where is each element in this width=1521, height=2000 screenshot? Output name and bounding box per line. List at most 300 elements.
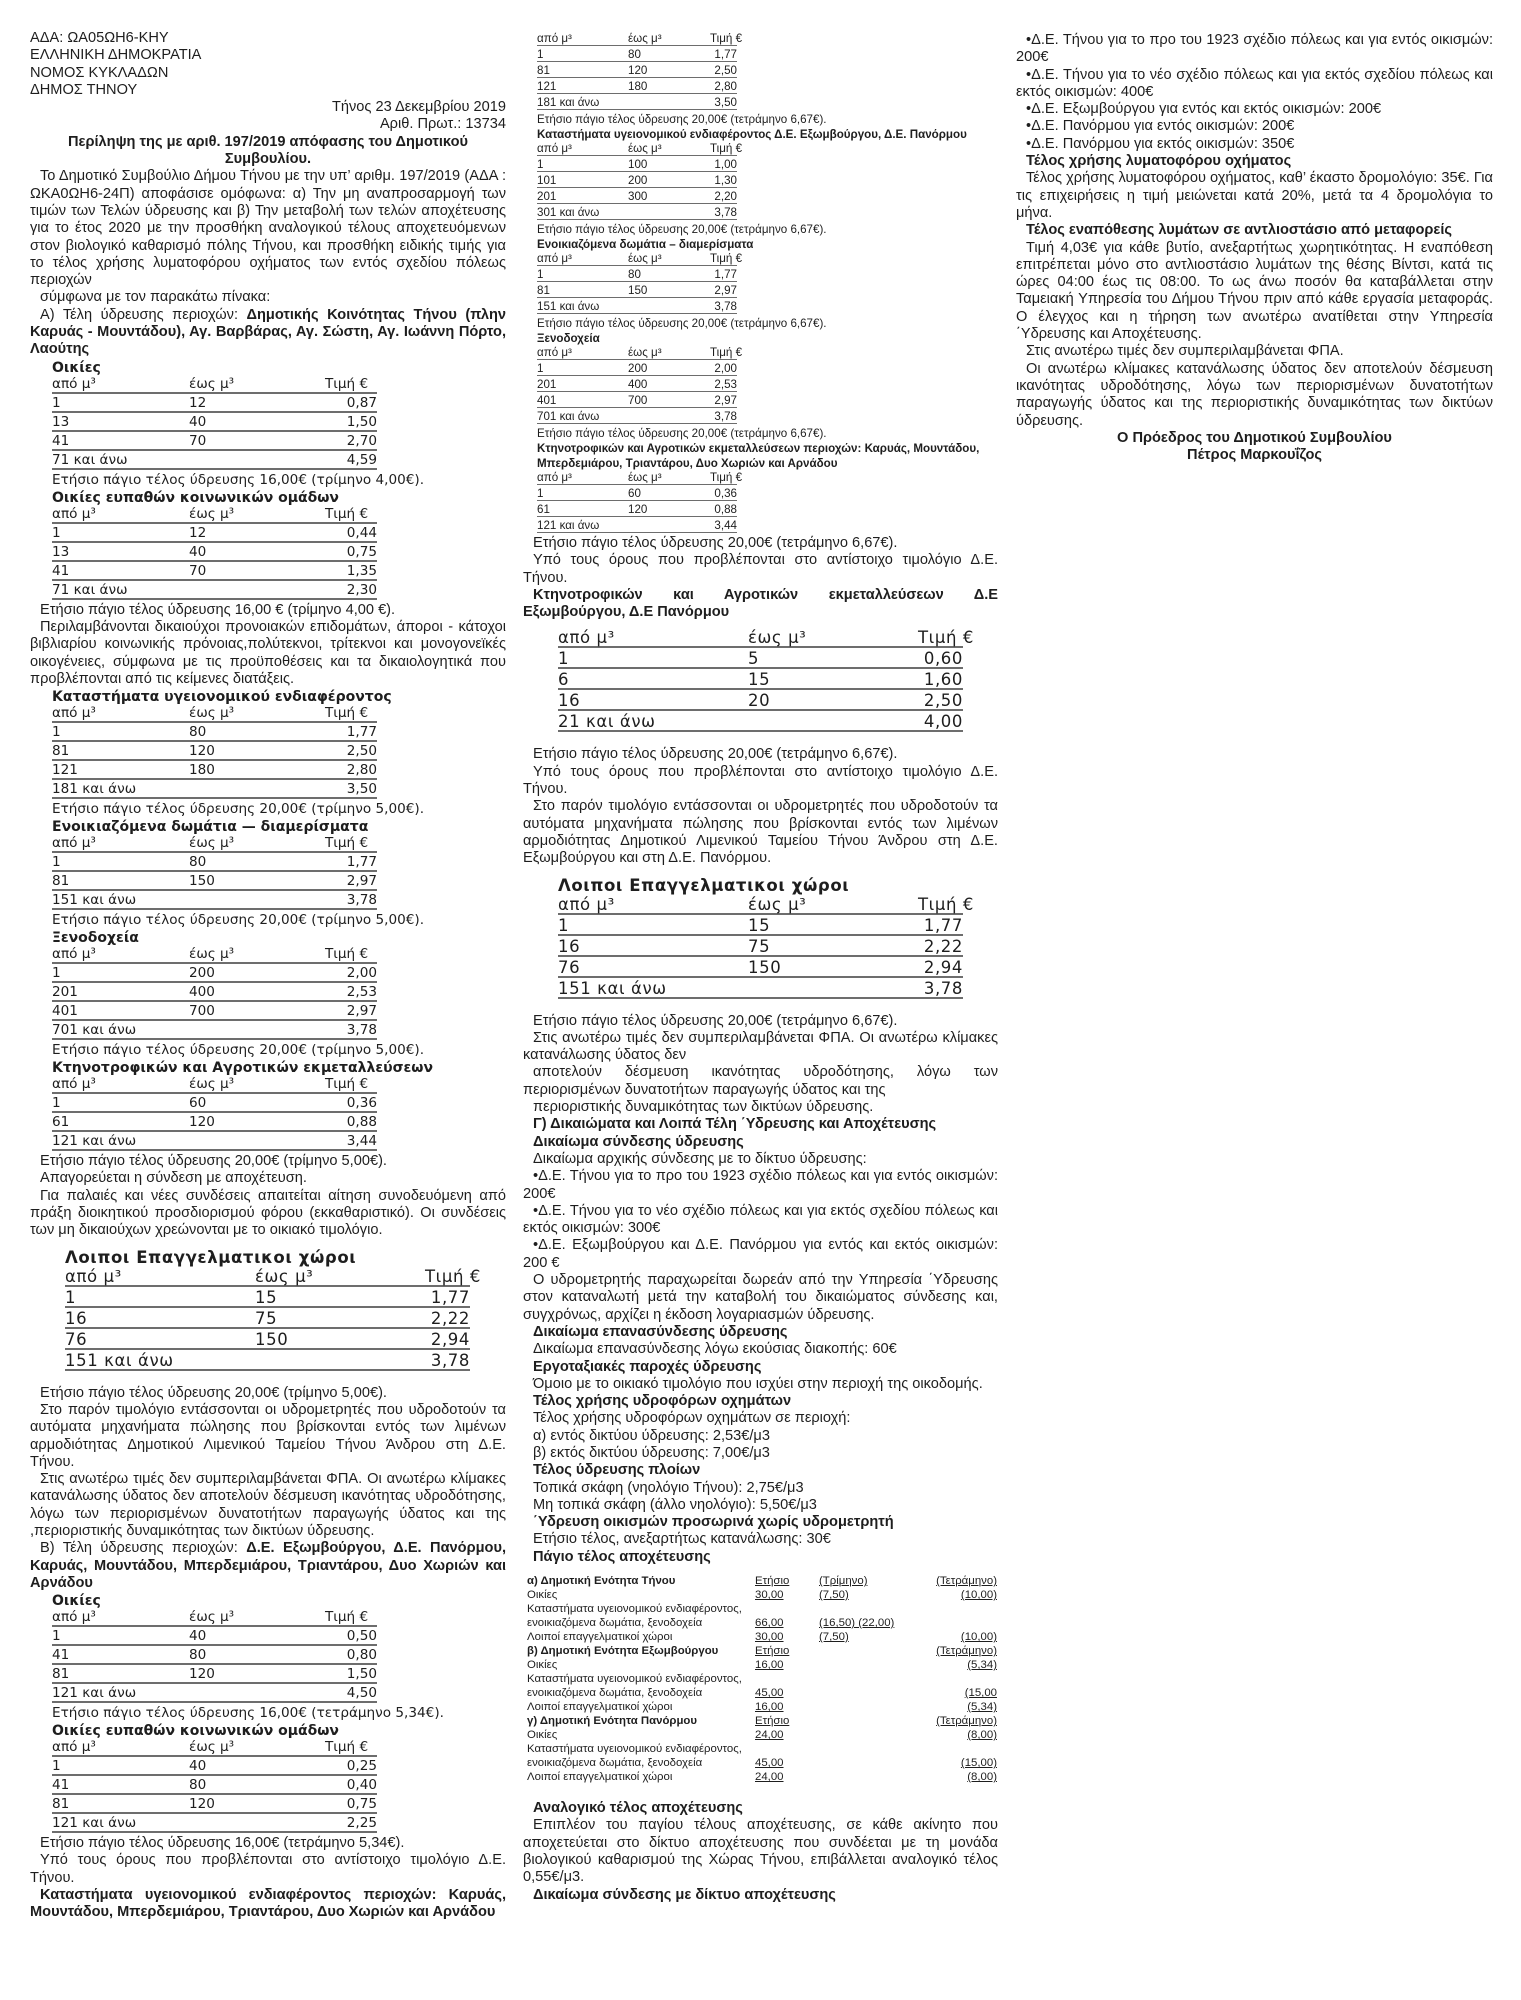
paragraph: •Δ.Ε. Τήνου για το νέο σχέδιο πόλεως και για εκτός σχεδίου πόλεως και εκτός οικισμών: 400€ [1016,66,1493,100]
table-cell: 2,50 [714,64,737,77]
table-title: Ενοικιαζόμενα δωμάτια – διαμερίσματα [537,238,754,251]
table-row [52,966,377,983]
fee-row [527,1742,997,1770]
table-cell: 120 [189,743,215,760]
column-header: από μ³ [537,32,572,45]
text-run: Β) Τέλη ύδρευσης περιοχών: [40,1540,247,1557]
paragraph: Επιπλέον του παγίου τέλους αποχέτευσης, σε κάθε ακίνητο που αποχετεύεται στο δίκτυο αποχέτευσης που συνδέεται με τη μονάδα βιολογικού καθαρισμού της Χώρας Τήνου, επιβάλλεται αναλογικό τέλος 0,55€/μ3. [523,1817,998,1886]
table-cell: 76 [65,1329,88,1349]
rate-table [558,875,974,999]
table-cell [255,1352,425,1369]
column-header: από μ³ [65,1266,122,1286]
fee-row [527,1700,997,1714]
paragraph: α) εντός δικτύου ύδρευσης: 2,53€/μ3 [533,1427,770,1444]
fee-row [527,1728,997,1742]
table-cell: 300 [628,190,648,203]
table-cell [189,1134,315,1149]
table-cell: 16 [558,936,581,956]
table-cell: 1 [52,394,61,411]
table-header-row [52,947,377,964]
table-title: Λοιποι Επαγγελματικοι χώροι [65,1247,357,1267]
table-cell: 3,44 [714,519,737,532]
table-cell: 1,60 [923,670,963,690]
column-header: από μ³ [558,894,615,914]
table-cell [189,1816,315,1831]
table-note: Ετήσιο πάγιο τέλος ύδρευσης 20,00€ (τετράμηνο 6,67€). [537,113,827,126]
table-cell: 120 [189,1796,215,1813]
table-cell: 201 [537,378,557,391]
table-row [558,917,963,936]
paragraph: Υπό τους όρους που προβλέπονται στο αντίστοιχο τιμολόγιο Δ.Ε. Τήνου. [523,552,998,586]
fee-section-title: α) Δημοτική Ενότητα Τήνου [527,1575,676,1588]
table-note: Ετήσιο πάγιο τέλος ύδρευσης 20,00€ (τετράμηνο 6,67€). [537,223,827,236]
table-title: Οικίες ευπαθών κοινωνικών ομάδων [52,1723,339,1740]
table-cell [189,893,315,908]
table-header-row [65,1266,481,1287]
column-header: έως μ³ [255,1266,314,1286]
table-header-row [52,1077,377,1094]
table-cell: 1,30 [714,174,737,187]
paragraph: •Δ.Ε. Τήνου για το προ του 1923 σχέδιο πόλεως και για εντός οικισμών: 200€ [1016,32,1493,66]
section-heading: Δικαίωμα σύνδεσης με δίκτυο αποχέτευσης [533,1886,836,1903]
paragraph [30,307,506,359]
section-heading: Κτηνοτροφικών και Αγροτικών εκμεταλλεύσεων Δ.Ε Εξωμβούργου, Δ.Ε Πανόρμου [523,586,998,621]
column-header: από μ³ [52,505,96,522]
table-row [52,415,377,432]
section-heading: Τέλος εναπόθεσης λυμάτων σε αντλιοστάσιο από μεταφορείς [1026,222,1452,239]
column-header: έως μ³ [189,835,235,852]
table-cell: 0,40 [346,1777,377,1794]
table-cell: 4,00 [923,712,963,732]
paragraph: Στις ανωτέρω τιμές δεν συμπεριλαμβάνεται ΦΠΑ. Οι ανωτέρω κλίμακες κατανάλωσης ύδατος δεν αποτελούν δέσμευση ικανότητας υδροδότησης, λόγω των περιορισμένων δυνατοτήτων παραγωγής ύδατος και της ,περιοριστικής δυναμικότητας των δικτύων ύδρευσης. [30,1471,506,1539]
column-header: έως μ³ [628,32,662,45]
table-cell: 70 [189,432,207,449]
table-cell [628,519,710,532]
section-heading: Εργοταξιακές παροχές ύδρευσης [533,1358,762,1375]
table-cell: 1 [52,1628,61,1645]
table-row [52,874,377,891]
table-cell: 1,35 [346,562,377,579]
table-row [52,453,377,470]
column-header: από μ³ [537,252,572,265]
table-cell: 2,25 [346,1815,377,1832]
rate-table [52,929,425,1059]
rate-table [537,127,967,237]
table-cell: 1 [537,158,544,171]
table-cell: 121 και άνω [52,1133,137,1150]
column-header: Τιμή € [918,894,974,914]
table-cell: 401 [537,394,557,407]
table-cell: 150 [748,957,782,977]
table-row [52,1115,377,1132]
table-title: Καταστήματα υγειονομικού ενδιαφέροντος Δ.Ε. Εξωμβούργου, Δ.Ε. Πανόρμου [537,128,967,141]
table-cell: 1 [52,1095,61,1112]
paragraph: Τέλος χρήσης λυματοφόρου οχήματος, καθ’ έκαστο δρομολόγιο: 35€. Για τις επιχειρήσεις η τιμή μειώνεται κατά 20%, μετά τα 4 δρομολόγια το μήνα. [1016,170,1493,221]
table-cell: 5 [748,649,760,669]
table-title: Λοιποι Επαγγελματικοι χώροι [558,875,850,895]
fee-label: Οικίες [527,1659,558,1672]
table-cell: 0,75 [346,543,377,560]
paragraph: Στο παρόν τιμολόγιο εντάσσονται οι υδρομετρητές που υδροδοτούν τα αυτόματα μηχανήματα πώλησης που βρίσκονται εντός των λιμένων αρμοδιότητας Δημοτικού Λιμενικού Ταμείου Τήνου Άνδρου στη Δ.Ε. Τήνου. [30,1401,506,1470]
fee-value: (5,34) [967,1701,997,1714]
table-cell: 16 [558,691,581,711]
table-cell: 40 [189,1628,207,1645]
column-header: έως μ³ [189,1609,235,1626]
table-row [52,1667,377,1684]
table-cell [628,96,710,109]
paragraph: Ετήσιο πάγιο τέλος ύδρευσης 20,00€ (τετράμηνο 6,67€). [533,1012,898,1029]
section-heading: Δικαίωμα σύνδεσης ύδρευσης [533,1133,744,1150]
fee-value: 66,00 [755,1617,784,1630]
table-cell: 2,53 [346,984,377,1001]
table-cell: 80 [628,48,641,61]
paragraph: Τέλος χρήσης υδροφόρων οχημάτων σε περιοχή: [533,1410,851,1427]
table-row [537,80,737,94]
table-row [52,526,377,543]
table-cell: 2,22 [923,936,963,956]
fee-value: (10,00) [960,1589,997,1602]
paragraph: Στις ανωτέρω τιμές δεν συμπεριλαμβάνεται ΦΠΑ. [1026,343,1344,360]
table-cell: 0,25 [346,1758,377,1775]
table-title: Καταστήματα υγειονομικού ενδιαφέροντος [52,689,392,706]
table-cell [748,713,918,730]
table-cell: 80 [189,1777,207,1794]
column-header: έως μ³ [189,1076,235,1093]
table-cell: 100 [628,158,648,171]
table-cell: 40 [189,543,207,560]
paragraph: αποτελούν δέσμευση ικανότητας υδροδότησης, λόγω των περιορισμένων δυνατοτήτων παραγωγής ύδατος και της [523,1064,998,1098]
table-cell: 81 [52,1796,70,1813]
table-cell: 1 [537,268,544,281]
fee-column-header: (Τρίμηνο) [819,1575,868,1588]
table-row [65,1289,470,1308]
table-cell: 181 και άνω [52,781,137,798]
fee-section-header [527,1574,997,1588]
table-row [558,938,963,957]
table-title: Οικίες [52,1593,101,1610]
table-row [52,1096,377,1113]
table-cell: 0,80 [346,1647,377,1664]
table-cell: 76 [558,957,581,977]
table-cell: 12 [189,524,207,541]
paragraph: •Δ.Ε. Πανόρμου για εκτός οικισμών: 350€ [1026,135,1295,152]
fee-value: (16,50) (22,00) [819,1617,895,1630]
rate-table [52,818,425,929]
table-cell: 0,88 [714,503,737,516]
table-cell: 151 και άνω [558,978,667,998]
table-cell: 2,50 [923,691,963,711]
table-cell: 201 [52,984,78,1001]
table-note: Ετήσιο πάγιο τέλος ύδρευσης 20,00€ (τετράμηνο 6,67€). [537,427,827,440]
paragraph: Ετήσιο πάγιο τέλος ύδρευσης 20,00€ (τετράμηνο 6,67€). [533,746,898,763]
letterhead-line: ΑΔΑ: ΩΑ05ΩΗ6-ΚΗΥ [30,30,169,46]
table-cell [189,782,315,797]
table-row [558,713,963,732]
fee-label: Λοιποί επαγγελματικοί χώροι [527,1771,673,1784]
table-row [52,744,377,761]
table-note: Ετήσιο πάγιο τέλος ύδρευσης 16,00€ (τρίμηνο 4,00€). [52,471,425,488]
text-run: Δ.Ε. Εξωμβούργου, Δ.Ε. Πανόρμου, Καρυάς, Μουντάδου, Μπερδεμιάρου, Τριαντάρου, Δυο Χωριών και Αρνάδου [30,1540,506,1591]
table-cell: 151 και άνω [537,300,600,313]
table-cell: 180 [189,762,215,779]
table-cell: 120 [189,1114,215,1131]
table-header-row [52,377,377,394]
table-row [52,782,377,799]
table-cell: 41 [52,562,70,579]
table-cell: 13 [52,413,70,430]
paragraph: •Δ.Ε. Εξωμβούργου για εντός και εκτός οικισμών: 200€ [1026,101,1382,118]
table-cell: 13 [52,543,70,560]
fee-value: (7,50) [819,1631,849,1644]
paragraph: •Δ.Ε. Πανόρμου για εντός οικισμών: 200€ [1026,118,1295,135]
paragraph: Ετήσιο πάγιο τέλος ύδρευσης 20,00€ (τρίμηνο 5,00€). [40,1153,387,1170]
table-cell: 3,78 [346,892,377,909]
rate-table [537,237,827,331]
table-cell: 101 [537,174,557,187]
table-cell: 41 [52,1777,70,1794]
table-cell: 1 [52,524,61,541]
fee-value: 30,00 [755,1631,784,1644]
column-header: Τιμή € [325,375,369,392]
rate-table [52,1722,377,1833]
column-header: έως μ³ [628,471,662,484]
paragraph: Ετήσιο πάγιο τέλος ύδρευσης 16,00 € (τρίμηνο 4,00 €). [40,601,396,618]
column-header: Τιμή € [710,471,743,484]
section-heading: Τέλος χρήσης λυματοφόρου οχήματος [1026,153,1292,170]
paragraph: Όμοιο με το οικιακό τιμολόγιο που ισχύει στην περιοχή της οικοδομής. [533,1375,983,1392]
table-row [52,396,377,413]
table-cell: 75 [748,936,771,956]
table-cell: 200 [189,965,215,982]
table-cell: 60 [189,1095,207,1112]
letterhead-line: ΝΟΜΟΣ ΚΥΚΛΑΔΩΝ [30,64,169,81]
table-cell: 40 [189,413,207,430]
table-note: Ετήσιο πάγιο τέλος ύδρευσης 16,00€ (τετράμηνο 5,34€). [52,1705,444,1722]
table-cell: 81 [52,873,70,890]
table-note: Ετήσιο πάγιο τέλος ύδρευσης 20,00€ (τρίμηνο 5,00€). [52,912,425,929]
column-3 [1016,32,1493,464]
column-header: έως μ³ [748,894,807,914]
table-cell: 4,59 [346,451,377,468]
fee-row [527,1770,997,1784]
fee-value: (10,00) [960,1631,997,1644]
fee-value: (7,50) [819,1589,849,1602]
table-header-row [52,836,377,853]
table-cell: 1 [537,487,544,500]
paragraph: •Δ.Ε. Εξωμβούργου και Δ.Ε. Πανόρμου για εντός και εκτός οικισμών: 200 € [523,1237,998,1271]
table-header-row [537,346,743,360]
section-heading: Αναλογικό τέλος αποχέτευσης [533,1800,743,1817]
table-cell: 120 [628,503,648,516]
table-cell: 81 [52,1666,70,1683]
table-row [537,268,737,282]
table-row [558,959,963,978]
rate-table [52,688,425,818]
table-cell [189,1023,315,1038]
fee-value: (8,00) [967,1729,997,1742]
table-cell: 121 και άνω [52,1685,137,1702]
column-header: έως μ³ [628,142,662,155]
table-cell [189,1686,315,1701]
table-note: Ετήσιο πάγιο τέλος ύδρευσης 20,00€ (τρίμηνο 5,00€). [52,1042,425,1059]
table-cell: 80 [189,854,207,871]
column-header: από μ³ [52,375,96,392]
table-row [537,284,737,298]
table-cell: 120 [628,64,648,77]
table-row [52,1816,377,1833]
section-heading: Πάγιο τέλος αποχέτευσης [533,1548,711,1565]
table-cell: 1 [52,1758,61,1775]
table-cell: 401 [52,1003,78,1020]
column-header: Τιμή € [325,946,369,963]
table-cell: 700 [189,1003,215,1020]
column-header: Τιμή € [325,505,369,522]
letterhead-line: ΕΛΛΗΝΙΚΗ ΔΗΜΟΚΡΑΤΙΑ [30,47,202,64]
paragraph: σύμφωνα με τον παρακάτω πίνακα: [40,289,271,306]
table-row [52,1648,377,1665]
table-cell: 1 [558,915,570,935]
table-cell: 81 [537,284,550,297]
column-header: έως μ³ [189,375,235,392]
column-header: από μ³ [537,142,572,155]
table-cell [628,410,710,423]
table-row [537,487,737,501]
column-header: έως μ³ [628,346,662,359]
fee-column-header: (Τετράμηνο) [936,1645,997,1658]
table-row [52,893,377,910]
column-header: έως μ³ [189,1739,235,1756]
fee-value: 45,00 [755,1757,784,1770]
table-header-row [52,1610,377,1627]
table-row [52,1134,377,1151]
fee-value: 24,00 [755,1771,784,1784]
table-row [52,434,377,451]
table-row [65,1331,470,1350]
table-row [537,48,737,62]
text-run: Δημοτικής Κοινότητας Τήνου (πλην Καρυάς - Μουντάδου), Αγ. Βαρβάρας, Αγ. Σώστη, Αγ. Ιωάννη Πόρτο, Λαούτης [30,306,506,358]
table-header-row [52,706,377,723]
table-cell: 1,50 [346,1666,377,1683]
paragraph: •Δ.Ε. Τήνου για το προ του 1923 σχέδιο πόλεως και για εντός οικισμών: 200€ [523,1168,998,1202]
column-header: Τιμή € [710,142,743,155]
column-header: από μ³ [52,835,96,852]
table-cell: 81 [52,743,70,760]
table-cell: 3,78 [346,1022,377,1039]
table-cell: 150 [189,873,215,890]
fee-value: 16,00 [755,1659,784,1672]
table-header-row [537,142,743,156]
fee-row [527,1588,997,1602]
table-header-row [558,894,974,915]
column-1 [30,30,506,1922]
column-header: Τιμή € [325,1739,369,1756]
table-cell: 1,77 [346,854,377,871]
fee-row [527,1630,997,1644]
fee-label: Οικίες [527,1589,558,1602]
fee-column-header: (Τετράμηνο) [936,1575,997,1588]
column-header: από μ³ [52,705,96,722]
table-cell: 700 [628,394,648,407]
table-cell: 151 και άνω [65,1350,174,1370]
table-cell: 2,94 [430,1329,470,1349]
column-header: Τιμή € [325,835,369,852]
table-cell: 201 [537,190,557,203]
fee-column-header: Ετήσιο [755,1645,790,1658]
table-cell: 80 [189,724,207,741]
table-cell: 2,00 [714,362,737,375]
paragraph: Τιμή 4,03€ για κάθε βυτίο, ανεξαρτήτως χωρητικότητας. Η εναπόθεση επιτρέπεται μόνο στο αντλιοστάσιο λυμάτων της θέσης Βίντσι, κατά τις ώρες 04:00 έως τις 08:00. Το ως άνω ποσόν θα καταβάλλεται στην Ταμειακή Υπηρεσία του Δήμου Τήνου πριν από κάθε εργασία μεταφοράς. Ο έλεγχος και η τήρηση των ανωτέρω ανατίθεται στην Υπηρεσία ΄Υδρευσης και Αποχέτευσης. [1016,239,1493,343]
table-cell: 150 [628,284,648,297]
column-header: έως μ³ [748,628,807,648]
table-row [52,583,377,600]
paragraph: Υπό τους όρους που προβλέπονται στο αντίστοιχο τιμολόγιο Δ.Ε. Τήνου. [523,763,998,798]
column-header: έως μ³ [189,705,235,722]
table-cell: 1,77 [346,724,377,741]
column-header: Τιμή € [325,1076,369,1093]
column-2 [523,32,998,1904]
table-row [52,1778,377,1795]
table-cell: 400 [628,378,648,391]
table-cell: 4,50 [346,1685,377,1702]
table-cell: 3,78 [714,206,737,219]
table-cell: 2,30 [346,581,377,598]
table-cell: 3,44 [346,1133,377,1150]
paragraph: Οι ανωτέρω κλίμακες κατανάλωσης ύδατος δεν αποτελούν δέσμευση ικανότητας υδροδότησης, λόγω των περιορισμένων δυνατοτήτων παραγωγής ύδατος και της περιοριστικής δυναμικότητας των δικτύων ύδρευσης. [1016,360,1493,429]
table-cell: 0,60 [923,649,963,669]
table-cell: 200 [628,362,648,375]
paragraph: Ετήσιο πάγιο τέλος ύδρευσης 20,00€ (τετράμηνο 6,67€). [533,535,898,551]
document-title: Περίληψη της με αριθ. 197/2019 απόφασης του Δημοτικού Συμβουλίου. [67,133,468,168]
table-cell: 70 [189,562,207,579]
column-header: από μ³ [52,1609,96,1626]
table-cell [628,206,710,219]
table-cell: 41 [52,432,70,449]
table-cell: 2,97 [714,394,737,407]
table-cell: 80 [189,1647,207,1664]
table-cell: 1 [52,724,61,741]
table-title: Οικίες ευπαθών κοινωνικών ομάδων [52,489,339,506]
fee-column-header: Ετήσιο [755,1715,790,1728]
table-cell: 0,88 [346,1114,377,1131]
sewerage-fee-table [527,1574,997,1784]
paragraph: Υπό τους όρους που προβλέπονται στο αντίστοιχο τιμολόγιο Δ.Ε. Τήνου. [30,1852,506,1886]
table-row [52,564,377,581]
table-row [537,190,737,204]
table-cell: 3,50 [346,781,377,798]
table-cell: 150 [255,1329,289,1349]
column-header: από μ³ [537,471,572,484]
table-cell: 1 [65,1287,77,1307]
rate-table [52,359,425,489]
rate-table [65,1247,481,1371]
rate-table [52,1059,433,1151]
table-cell: 6 [558,670,570,690]
fee-label: Καταστήματα υγειονομικού ενδιαφέροντος, ενοικιαζόμενα δωμάτια, ξενοδοχεία [527,1673,742,1700]
table-row [537,64,737,78]
table-cell: 200 [628,174,648,187]
column-header: Τιμή € [325,1609,369,1626]
section-heading: Πέτρος Μαρκουΐζος [1187,447,1322,464]
table-cell: 1,77 [714,268,737,281]
table-cell: 2,97 [346,873,377,890]
table-cell [748,980,918,997]
rate-table [558,628,974,732]
fee-label: Λοιποί επαγγελματικοί χώροι [527,1631,673,1644]
table-cell: 121 και άνω [52,1815,137,1832]
fee-value: 30,00 [755,1589,784,1602]
fee-value: (5,34) [967,1659,997,1672]
table-row [558,650,963,669]
